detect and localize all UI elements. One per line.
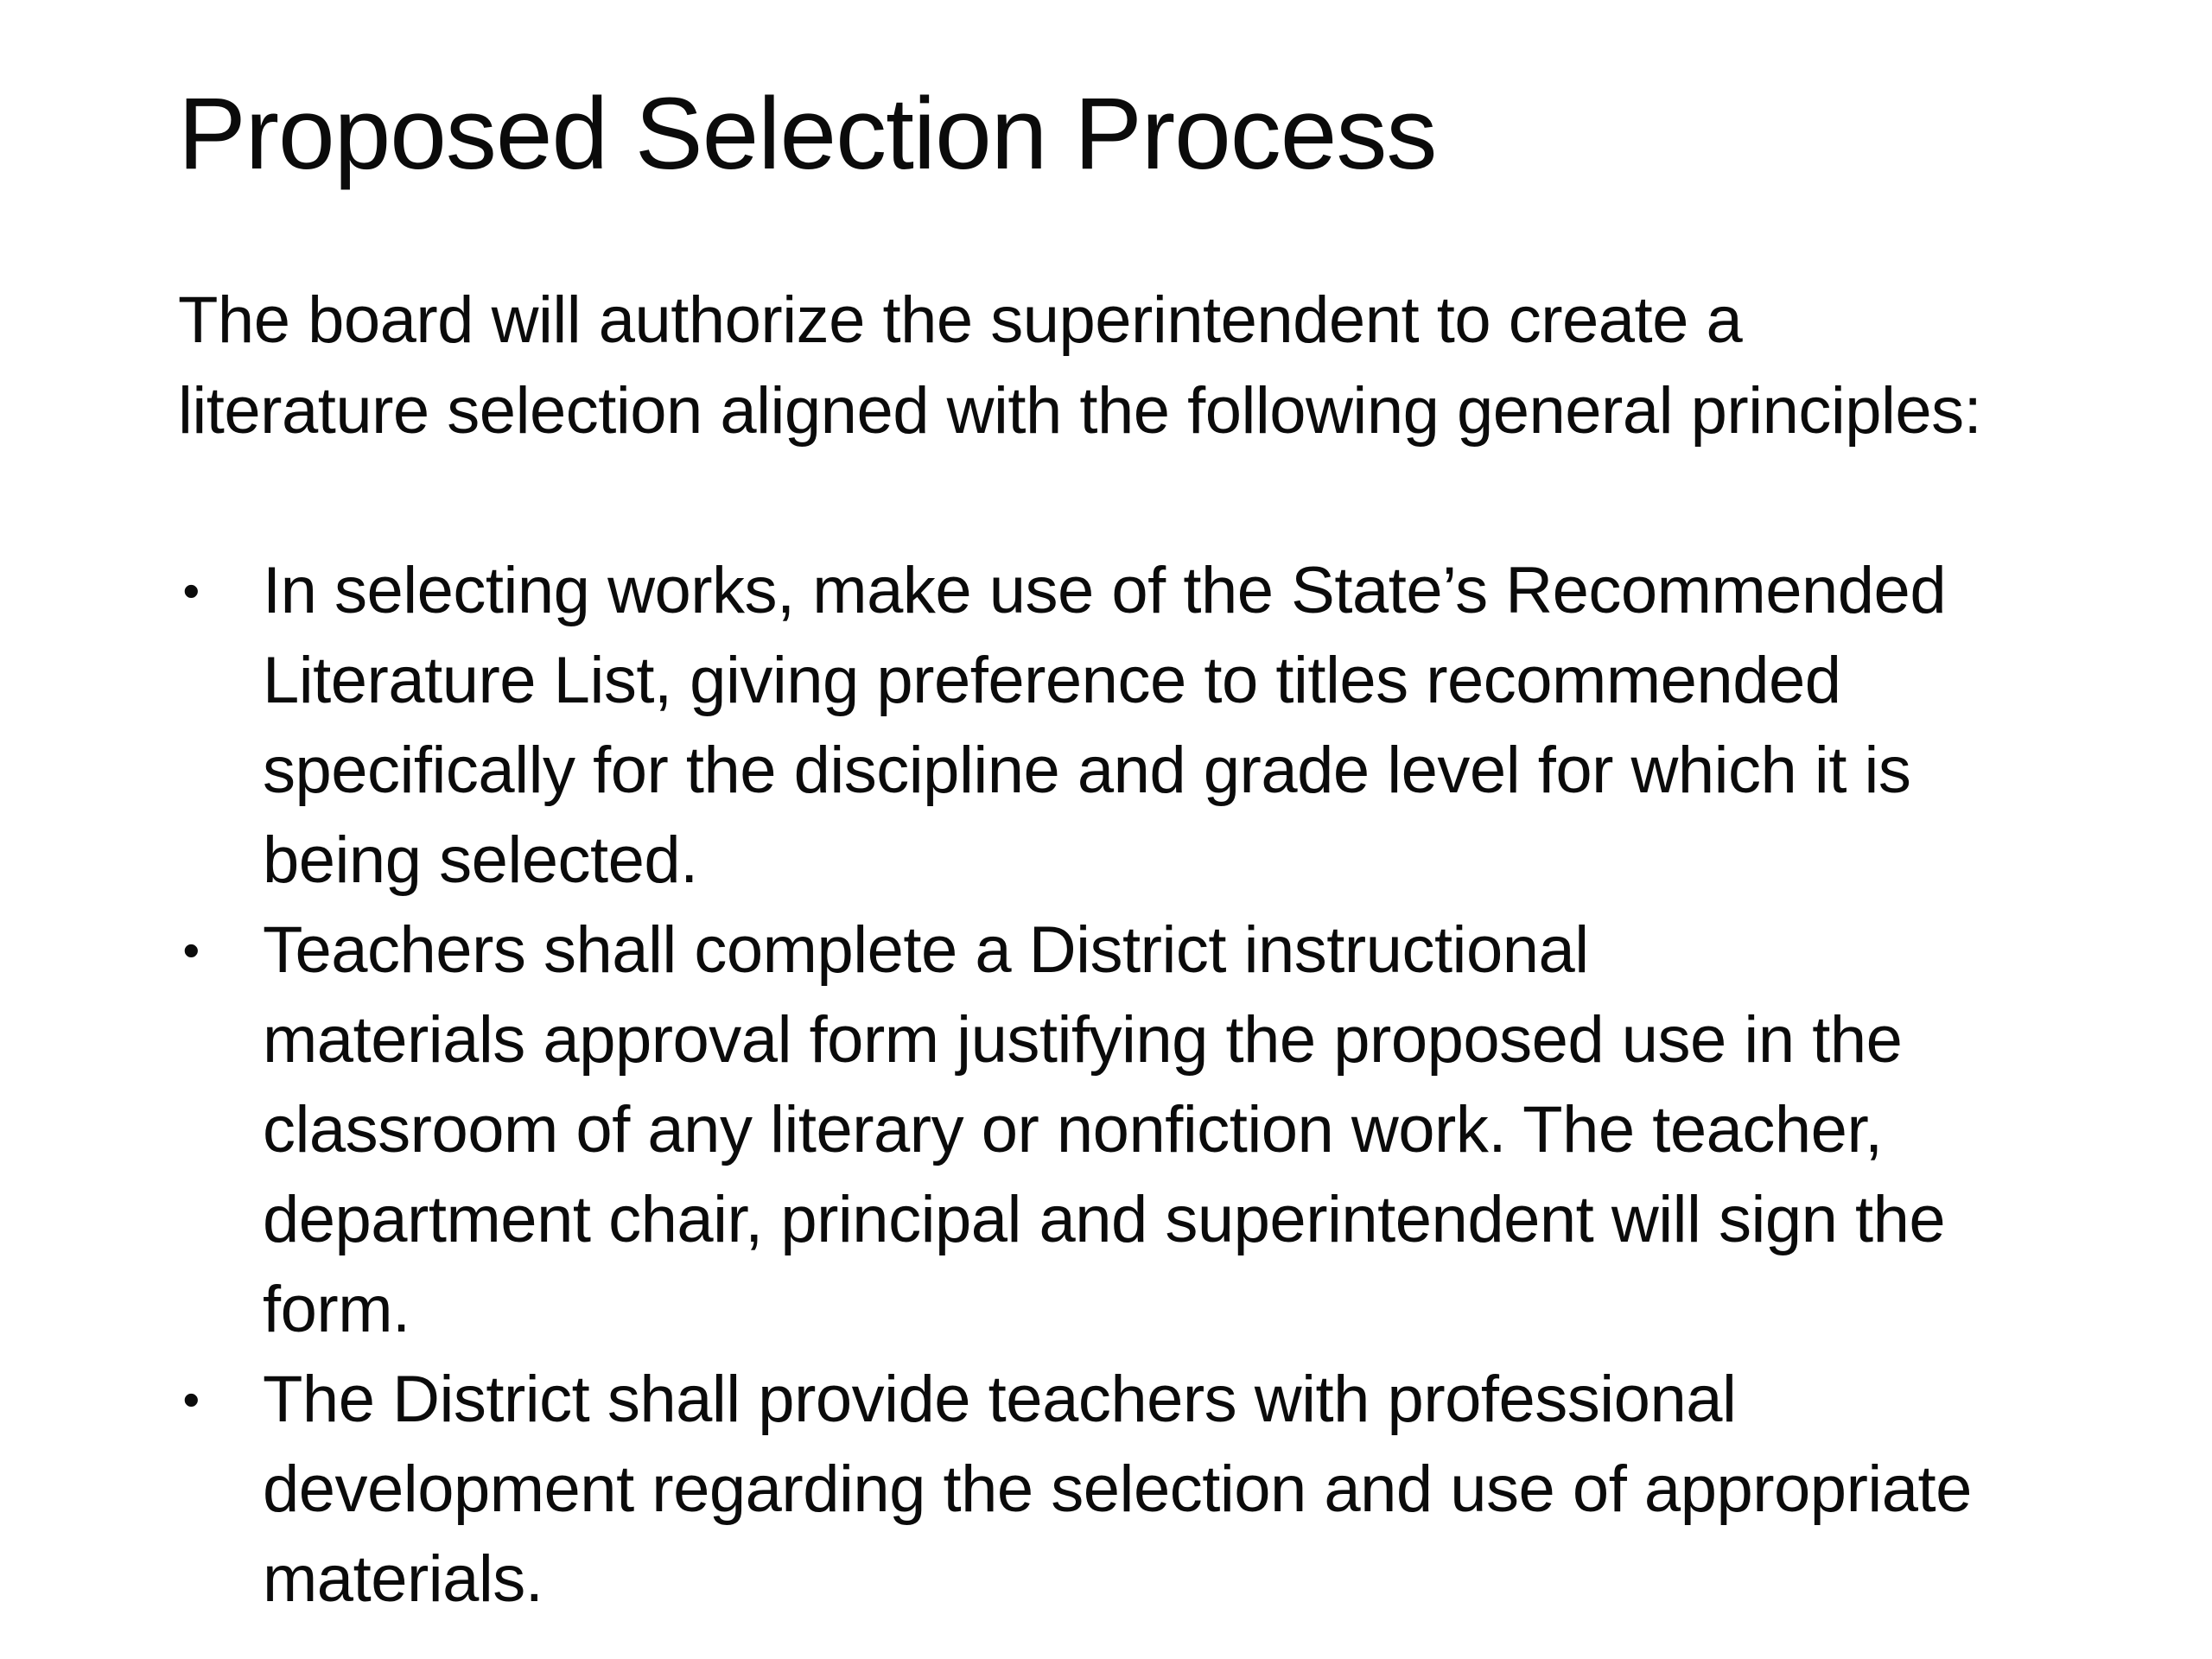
slide-title: Proposed Selection Process	[178, 77, 1437, 191]
intro-line: The board will authorize the superintendent to create a	[178, 283, 1743, 357]
bullet-text-line: The District shall provide teachers with professional	[263, 1363, 1737, 1436]
list-item	[178, 546, 2191, 906]
list-item	[178, 906, 2191, 1355]
bullet-text-line: In selecting works, make use of the State’s Recommended	[263, 554, 1947, 627]
bullet-icon: •	[182, 563, 200, 618]
bullet-text-line: department chair, principal and superintendent will sign the	[263, 1183, 1946, 1256]
bullet-text-line: classroom of any literary or nonfiction work. The teacher,	[263, 1093, 1883, 1166]
bullet-icon: •	[182, 1372, 200, 1427]
bullet-text-line: form.	[263, 1273, 410, 1346]
bullet-text-line: materials approval form justifying the proposed use in the	[263, 1003, 1903, 1077]
bullet-text-line: materials.	[263, 1542, 543, 1616]
bullet-text-line: being selected.	[263, 823, 698, 897]
intro-line: literature selection aligned with the following general principles:	[178, 374, 1982, 448]
bullet-text-line: Literature List, giving preference to titles recommended	[263, 644, 1841, 717]
bullet-text-line: specifically for the discipline and grade level for which it is	[263, 734, 1911, 807]
list-item	[178, 1355, 2191, 1624]
bullet-text-line: development regarding the selection and use of appropriate	[263, 1452, 1972, 1526]
principles-list	[178, 546, 2191, 1624]
bullet-icon: •	[182, 923, 200, 977]
intro-paragraph	[178, 275, 2165, 456]
bullet-text-line: Teachers shall complete a District instructional	[263, 913, 1589, 987]
